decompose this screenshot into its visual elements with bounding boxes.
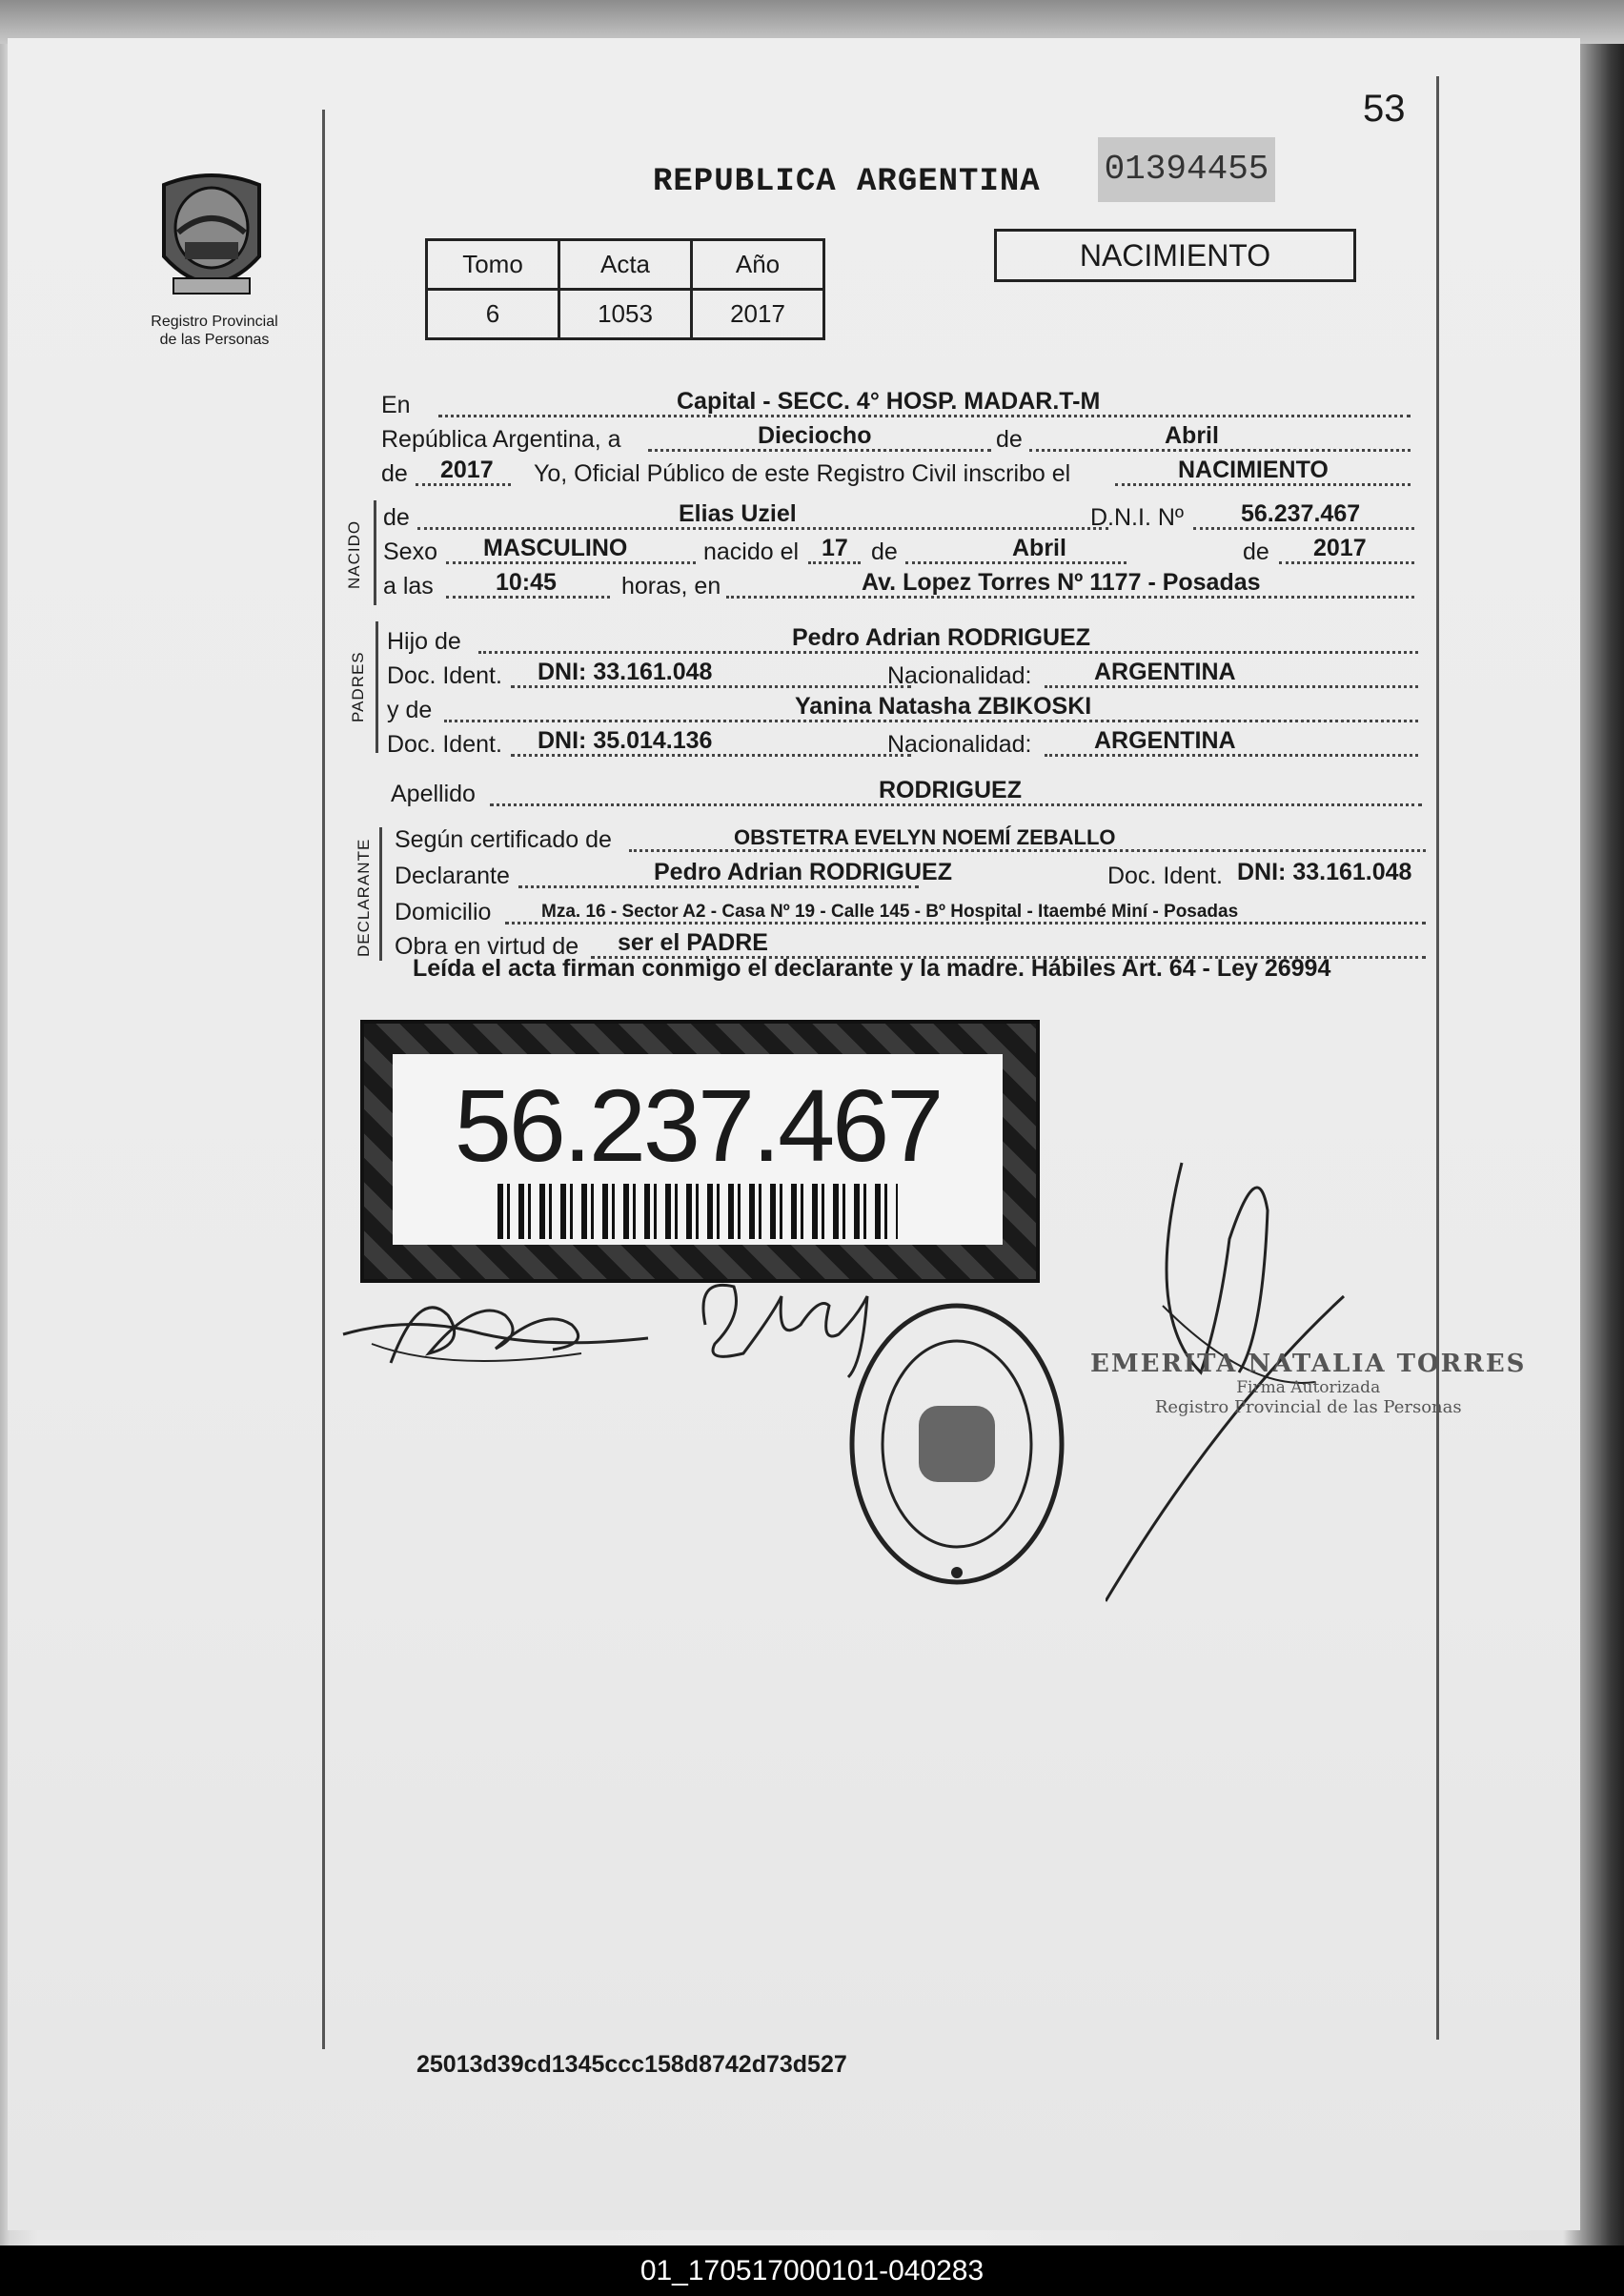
label-y-de: y de	[387, 697, 433, 723]
emblem-caption-line-1: Registro Provincial	[151, 314, 278, 330]
barcode-icon	[497, 1184, 898, 1239]
emblem-caption	[133, 313, 295, 349]
label-a-las: a las	[383, 573, 434, 599]
province-emblem-icon	[154, 166, 269, 309]
row-mother-doc	[387, 724, 1426, 762]
footer-file-id: 01_170517000101-040283	[0, 2245, 1624, 2296]
value-dni: 56.237.467	[1241, 500, 1361, 527]
registry-value-tomo: 6	[427, 290, 559, 339]
document-title: REPUBLICA ARGENTINA	[653, 164, 1041, 200]
label-doc-ident-3: Doc. Ident.	[1107, 863, 1223, 889]
value-birth-month: Abril	[1012, 535, 1066, 561]
official-role: Firma Autorizada	[1236, 1378, 1381, 1397]
value-birth-place: Av. Lopez Torres Nº 1177 - Posadas	[862, 569, 1261, 596]
label-nacionalidad: Nacionalidad:	[887, 662, 1032, 689]
label-nacionalidad-2: Nacionalidad:	[887, 731, 1032, 758]
official-name: EMERITA NATALIA TORRES	[1090, 1350, 1527, 1378]
row-sexo	[383, 532, 1422, 570]
value-declarante-doc: DNI: 33.161.048	[1237, 859, 1412, 885]
value-mother-doc: DNI: 35.014.136	[538, 727, 713, 754]
signature-declarante-icon	[334, 1258, 658, 1392]
label-en: En	[381, 392, 411, 418]
row-republica	[381, 419, 1420, 457]
dotted-line	[1029, 449, 1411, 452]
label-de-birth-month: de	[871, 538, 898, 565]
value-mother-name: Yanina Natasha ZBIKOSKI	[795, 693, 1092, 720]
side-label-nacido: NACIDO	[345, 519, 363, 589]
label-republica: República Argentina, a	[381, 426, 621, 453]
label-doc-ident-2: Doc. Ident.	[387, 731, 502, 758]
registry-header-tomo: Tomo	[427, 240, 559, 290]
label-segun-certificado: Según certificado de	[395, 826, 612, 853]
row-declarante	[395, 856, 1433, 894]
value-father-name: Pedro Adrian RODRIGUEZ	[792, 624, 1090, 651]
row-father-doc	[387, 656, 1426, 694]
row-apellido	[391, 774, 1430, 812]
value-certificado: OBSTETRA EVELYN NOEMÍ ZEBALLO	[734, 825, 1116, 849]
value-child-name: Elias Uziel	[679, 500, 797, 527]
row-en	[381, 385, 1420, 423]
label-apellido: Apellido	[391, 781, 476, 807]
value-apellido: RODRIGUEZ	[879, 777, 1022, 803]
row-domicilio	[395, 892, 1433, 930]
padres-bracket	[376, 621, 378, 753]
registry-value-ano: 2017	[692, 290, 824, 339]
document-hash: 25013d39cd1345ccc158d8742d73d527	[416, 2051, 847, 2078]
official-office: Registro Provincial de las Personas	[1154, 1397, 1462, 1417]
row-hora	[383, 566, 1422, 604]
act-type-box: NACIMIENTO	[994, 229, 1356, 282]
row-name	[383, 498, 1422, 536]
label-de-name: de	[383, 504, 410, 531]
side-label-declarante: DECLARANTE	[355, 838, 373, 957]
registry-value-acta: 1053	[559, 290, 692, 339]
side-label-padres: PADRES	[349, 651, 367, 722]
label-declarante: Declarante	[395, 863, 510, 889]
value-father-nationality: ARGENTINA	[1094, 659, 1236, 685]
official-name-stamp	[1090, 1350, 1526, 1417]
value-inscribo: NACIMIENTO	[1178, 457, 1329, 483]
value-month: Abril	[1165, 422, 1219, 449]
label-hijo-de: Hijo de	[387, 628, 461, 655]
registry-header-ano: Año	[692, 240, 824, 290]
value-domicilio: Mza. 16 - Sector A2 - Casa Nº 19 - Calle 145 - Bº Hospital - Itaembé Miní - Posadas	[541, 902, 1239, 922]
value-place-of-registration: Capital - SECC. 4° HOSP. MADAR.T-M	[677, 388, 1101, 415]
label-dni: D.N.I. Nº	[1090, 504, 1185, 531]
closing-text: Leída el acta firman conmigo el declarante y la madre. Hábiles Art. 64 - Ley 26994	[413, 955, 1331, 982]
page-number: 53	[1363, 88, 1406, 130]
registry-table	[425, 238, 825, 340]
nacido-bracket	[374, 500, 376, 605]
sticker-label	[393, 1054, 1003, 1245]
sticker-number: 56.237.467	[454, 1067, 942, 1183]
value-declarante: Pedro Adrian RODRIGUEZ	[654, 859, 952, 885]
row-y-de	[387, 690, 1426, 728]
row-segun	[395, 820, 1433, 858]
declarante-bracket	[379, 827, 382, 961]
value-hour: 10:45	[496, 569, 557, 596]
label-horas-en: horas, en	[621, 573, 721, 599]
row-year	[381, 454, 1420, 492]
row-hijo-de	[387, 621, 1426, 660]
value-father-doc: DNI: 33.161.048	[538, 659, 713, 685]
registry-header-acta: Acta	[559, 240, 692, 290]
id-sticker	[360, 1020, 1040, 1283]
label-de-birth-year: de	[1243, 538, 1269, 565]
serial-number: 01394455	[1098, 137, 1275, 202]
value-birth-day: 17	[822, 535, 848, 561]
right-margin-line	[1436, 76, 1439, 2040]
value-mother-nationality: ARGENTINA	[1094, 727, 1236, 754]
label-de: de	[996, 426, 1023, 453]
emblem-caption-line-2: de las Personas	[159, 332, 270, 348]
label-sexo: Sexo	[383, 538, 437, 565]
value-year: 2017	[440, 457, 494, 483]
registry-stamp-icon	[842, 1296, 1071, 1592]
label-de-year: de	[381, 460, 408, 487]
label-domicilio: Domicilio	[395, 899, 492, 925]
label-yo-oficial: Yo, Oficial Público de este Registro Civil inscribo el	[534, 460, 1071, 487]
label-obra-en-virtud: Obra en virtud de	[395, 933, 579, 960]
label-doc-ident: Doc. Ident.	[387, 662, 502, 689]
value-birth-year: 2017	[1313, 535, 1367, 561]
label-nacido-el: nacido el	[703, 538, 800, 565]
value-day: Dieciocho	[758, 422, 872, 449]
value-sexo: MASCULINO	[483, 535, 628, 561]
value-obra: ser el PADRE	[618, 929, 768, 956]
left-margin-line	[322, 110, 325, 2049]
